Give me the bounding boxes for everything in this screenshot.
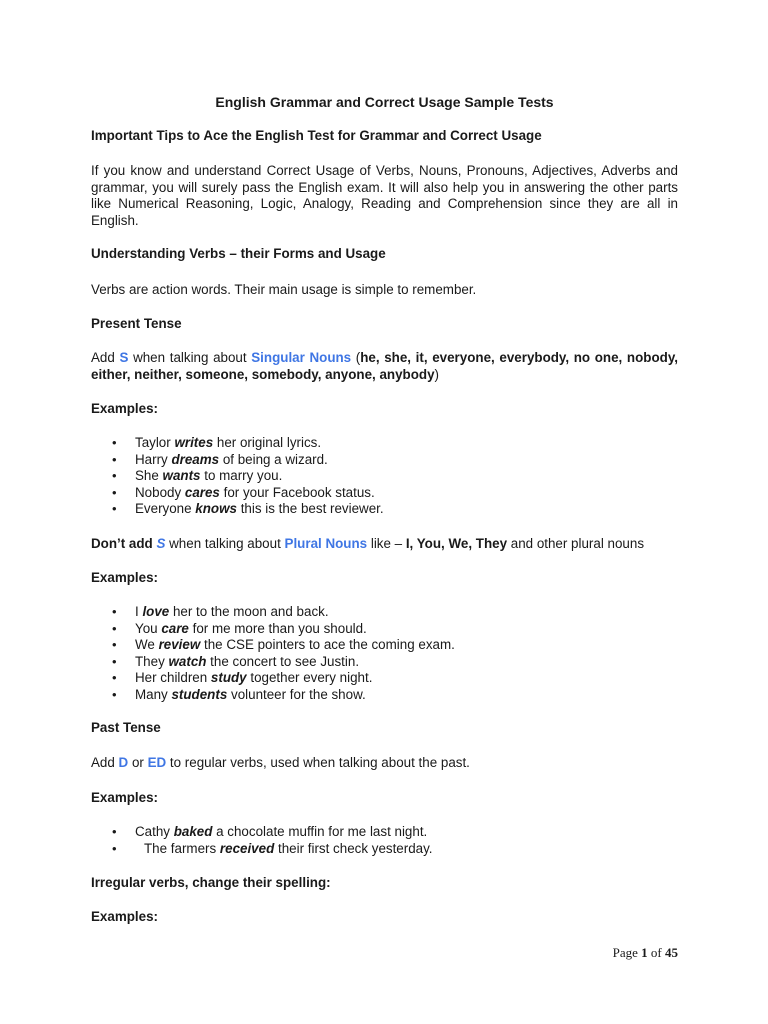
- past-examples-list: [91, 824, 678, 857]
- verb: care: [161, 620, 189, 636]
- verb: love: [142, 604, 170, 619]
- present-tense-heading: Present Tense: [91, 316, 182, 331]
- page-number: [91, 945, 678, 962]
- verb: cares: [184, 484, 220, 500]
- verb: received: [219, 840, 275, 856]
- rule-text: and other plural nouns: [507, 536, 645, 551]
- list-item: • Her children study together every night.: [91, 670, 678, 687]
- plural-examples-list: [91, 604, 678, 703]
- examples-label: Examples:: [91, 570, 158, 585]
- suffix-ed: ED: [147, 755, 167, 770]
- verb: baked: [173, 824, 213, 839]
- rule-text: to regular verbs, used when talking about the past.: [166, 755, 470, 770]
- plural-rule: [91, 536, 678, 553]
- page-word: Page: [612, 945, 642, 960]
- suffix-s: S: [119, 350, 129, 365]
- of-word: of: [647, 945, 665, 960]
- verb: watch: [168, 653, 207, 669]
- rule-text: or: [128, 755, 148, 770]
- verb: dreams: [171, 451, 220, 467]
- dont-add-text: Don’t add: [91, 536, 157, 551]
- list-item: • They watch the concert to see Justin.: [91, 654, 678, 671]
- past-tense-heading: Past Tense: [91, 720, 161, 735]
- plural-nouns-term: Plural Nouns: [284, 536, 368, 551]
- rule-text: like –: [367, 536, 406, 551]
- rule-text: Add: [91, 350, 120, 365]
- verb: study: [210, 670, 247, 685]
- list-item: • Nobody cares for your Facebook status.: [91, 485, 678, 502]
- list-item: • You care for me more than you should.: [91, 621, 678, 638]
- verb: knows: [195, 501, 237, 516]
- plural-pronoun-list: I, You, We, They: [405, 536, 508, 551]
- document-page: [91, 0, 678, 1024]
- verb: wants: [162, 468, 201, 483]
- singular-pronoun-list: he, she, it, everyone, everybody, no one, nobody, either, neither, someone, somebody, anyone, anybody: [91, 350, 678, 382]
- suffix-s: S: [156, 536, 166, 551]
- current-page: 1: [641, 945, 648, 960]
- past-rule: [91, 755, 678, 772]
- rule-text: Add: [91, 755, 119, 770]
- list-item: • We review the CSE pointers to ace the coming exam.: [91, 637, 678, 654]
- rule-text: ): [434, 366, 440, 382]
- examples-label: Examples:: [91, 909, 158, 924]
- list-item: • Cathy baked a chocolate muffin for me last night.: [91, 824, 678, 841]
- present-examples-list: [91, 435, 678, 518]
- list-item: • Harry dreams of being a wizard.: [91, 452, 678, 469]
- irregular-verbs-heading: Irregular verbs, change their spelling:: [91, 875, 331, 890]
- verb: writes: [174, 435, 214, 450]
- list-item: • Everyone knows this is the best reviewer.: [91, 501, 678, 518]
- verb: students: [171, 686, 228, 702]
- list-item: • She wants to marry you.: [91, 468, 678, 485]
- verbs-intro: Verbs are action words. Their main usage is simple to remember.: [91, 282, 477, 297]
- list-item: • Taylor writes her original lyrics.: [91, 435, 678, 452]
- document-title: English Grammar and Correct Usage Sample Tests: [215, 94, 554, 110]
- intro-paragraph: If you know and understand Correct Usage of Verbs, Nouns, Pronouns, Adjectives, Adverbs and grammar, you will surely pass the English exam. It will also help you in answering the other parts like Numerical Reasoning, Logic, Analogy, Reading and Comprehension since they are all in English.: [91, 163, 678, 228]
- suffix-d: D: [118, 755, 129, 770]
- rule-text: when talking about: [165, 536, 285, 551]
- examples-label: Examples:: [91, 790, 158, 805]
- list-item: • The farmers received their first check yesterday.: [91, 841, 678, 858]
- subtitle-heading: Important Tips to Ace the English Test for Grammar and Correct Usage: [91, 128, 542, 143]
- list-item: • Many students volunteer for the show.: [91, 687, 678, 704]
- total-pages: 45: [665, 945, 678, 960]
- singular-nouns-term: Singular Nouns: [251, 350, 352, 365]
- verb: review: [158, 637, 201, 652]
- rule-text: when talking about: [128, 350, 252, 365]
- verbs-heading: Understanding Verbs – their Forms and Usage: [91, 246, 386, 261]
- rule-text: (: [351, 350, 361, 365]
- list-item: • I love her to the moon and back.: [91, 604, 678, 621]
- present-rule: [91, 350, 678, 383]
- examples-label: Examples:: [91, 401, 158, 416]
